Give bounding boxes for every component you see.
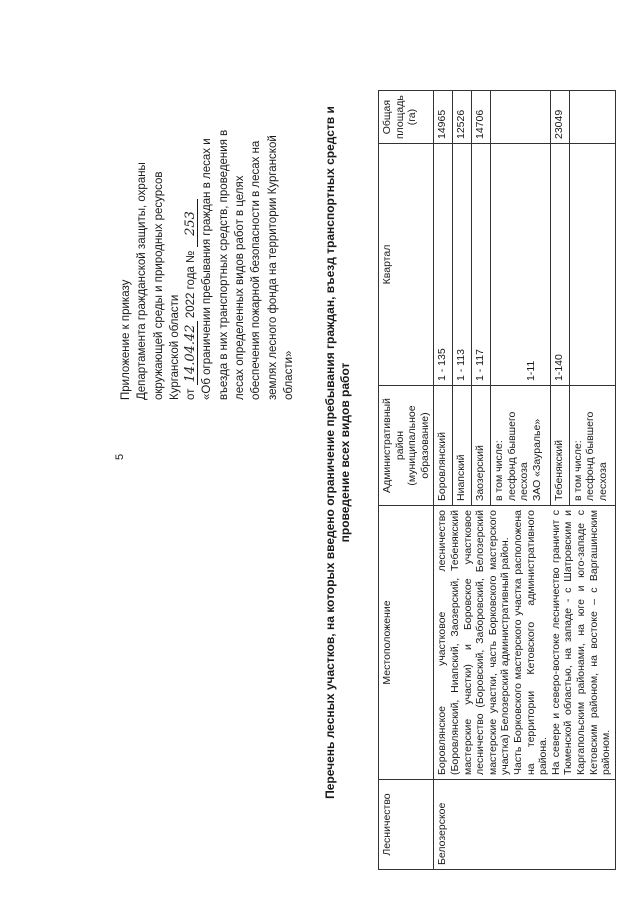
appendix-line: Приложение к приказу <box>120 279 132 400</box>
appendix-line: окружающей среды и природных ресурсов <box>152 171 165 400</box>
location-paragraph: На севере и северо-востоке лесничество граничит с Тюменской областью, на западе - с Шатровским и Каргапольским районами, на юге и юго-западе с Кетовским районом, на востоке – с Варгашинским районом. <box>549 510 613 775</box>
cell-quarter: 1 - 135 <box>434 144 453 386</box>
forest-plots-table <box>378 90 616 870</box>
order-title-line: въезда в них транспортных средств, проведения в <box>217 129 230 400</box>
table-row <box>434 91 453 870</box>
order-title-line: области» <box>282 350 295 400</box>
cell-quarter: 1 - 117 <box>472 144 491 386</box>
cell-quarter-value: 1-11 <box>525 360 538 381</box>
cell-area: 14965 <box>434 91 453 144</box>
location-paragraph: Часть Борковского мастерского участка расположена на территории Кетовского административного района. <box>511 510 550 775</box>
page-number: 5 <box>114 453 126 460</box>
cell-district: Тебенякский <box>550 386 569 506</box>
cell-area <box>491 91 551 144</box>
header-area: Общая площадь (га) <box>379 91 434 144</box>
cell-quarter: 1-140 <box>550 144 569 386</box>
cell-quarter <box>569 144 615 386</box>
document-title-line: Перечень лесных участков, на которых введено ограничение пребывания граждан, въезд транспортных средств и <box>323 106 337 799</box>
appendix-line: Департамента гражданской защиты, охраны <box>136 162 149 400</box>
table-header-row <box>379 91 434 870</box>
cell-district: в том числе: лесфонд бывшего лесхоза <box>569 386 615 506</box>
order-date-line <box>183 40 199 400</box>
handwritten-date: 14.04.42 <box>184 321 198 385</box>
handwritten-order-number: 253 <box>184 199 198 247</box>
order-title-line: лесах определенных видов работ в целях <box>234 175 247 400</box>
cell-area: 14706 <box>472 91 491 144</box>
cell-area: 12526 <box>453 91 472 144</box>
cell-area: 23049 <box>550 91 569 144</box>
appendix-line: Курганской области <box>168 294 181 400</box>
document-title <box>323 40 353 865</box>
location-paragraph: Боровлянское участковое лесничество (Боровлянский, Ниапский, Заозерский, Тебенякский мастерские участки) и Боровское участковое лесничество (Боровский, Заборовский, Белозерский мастерские участки, часть Борковского мастерского участка) Белозерский административный район. <box>436 510 512 775</box>
date-prefix: от <box>185 388 198 400</box>
header-location: Местоположение <box>379 506 434 780</box>
order-title-line: «Об ограничении пребывания граждан в лесах и <box>201 138 214 400</box>
order-title-line: обеспечения пожарной безопасности в лесах на <box>250 140 263 400</box>
cell-district: в том числе: лесфонд бывшего лесхоза ЗАО «Зауралье» <box>491 386 551 506</box>
cell-district: Ниапский <box>453 386 472 506</box>
header-forestry: Лесничество <box>379 780 434 870</box>
date-suffix: 2022 года № <box>185 250 198 319</box>
document-title-line: проведение всех видов работ <box>338 362 352 543</box>
cell-district: Заозерский <box>472 386 491 506</box>
cell-quarter: 1 - 113 <box>453 144 472 386</box>
cell-location <box>434 506 615 780</box>
cell-quarter <box>491 144 551 386</box>
header-district: Административный район (муниципальное образование) <box>379 386 434 506</box>
cell-district: Боровлянский <box>434 386 453 506</box>
header-quarter: Квартал <box>379 144 434 386</box>
cell-area <box>569 91 615 144</box>
cell-forestry: Белозерское <box>434 780 615 870</box>
appendix-header <box>118 40 297 400</box>
order-title-line: землях лесного фонда на территории Курганской <box>266 135 279 400</box>
